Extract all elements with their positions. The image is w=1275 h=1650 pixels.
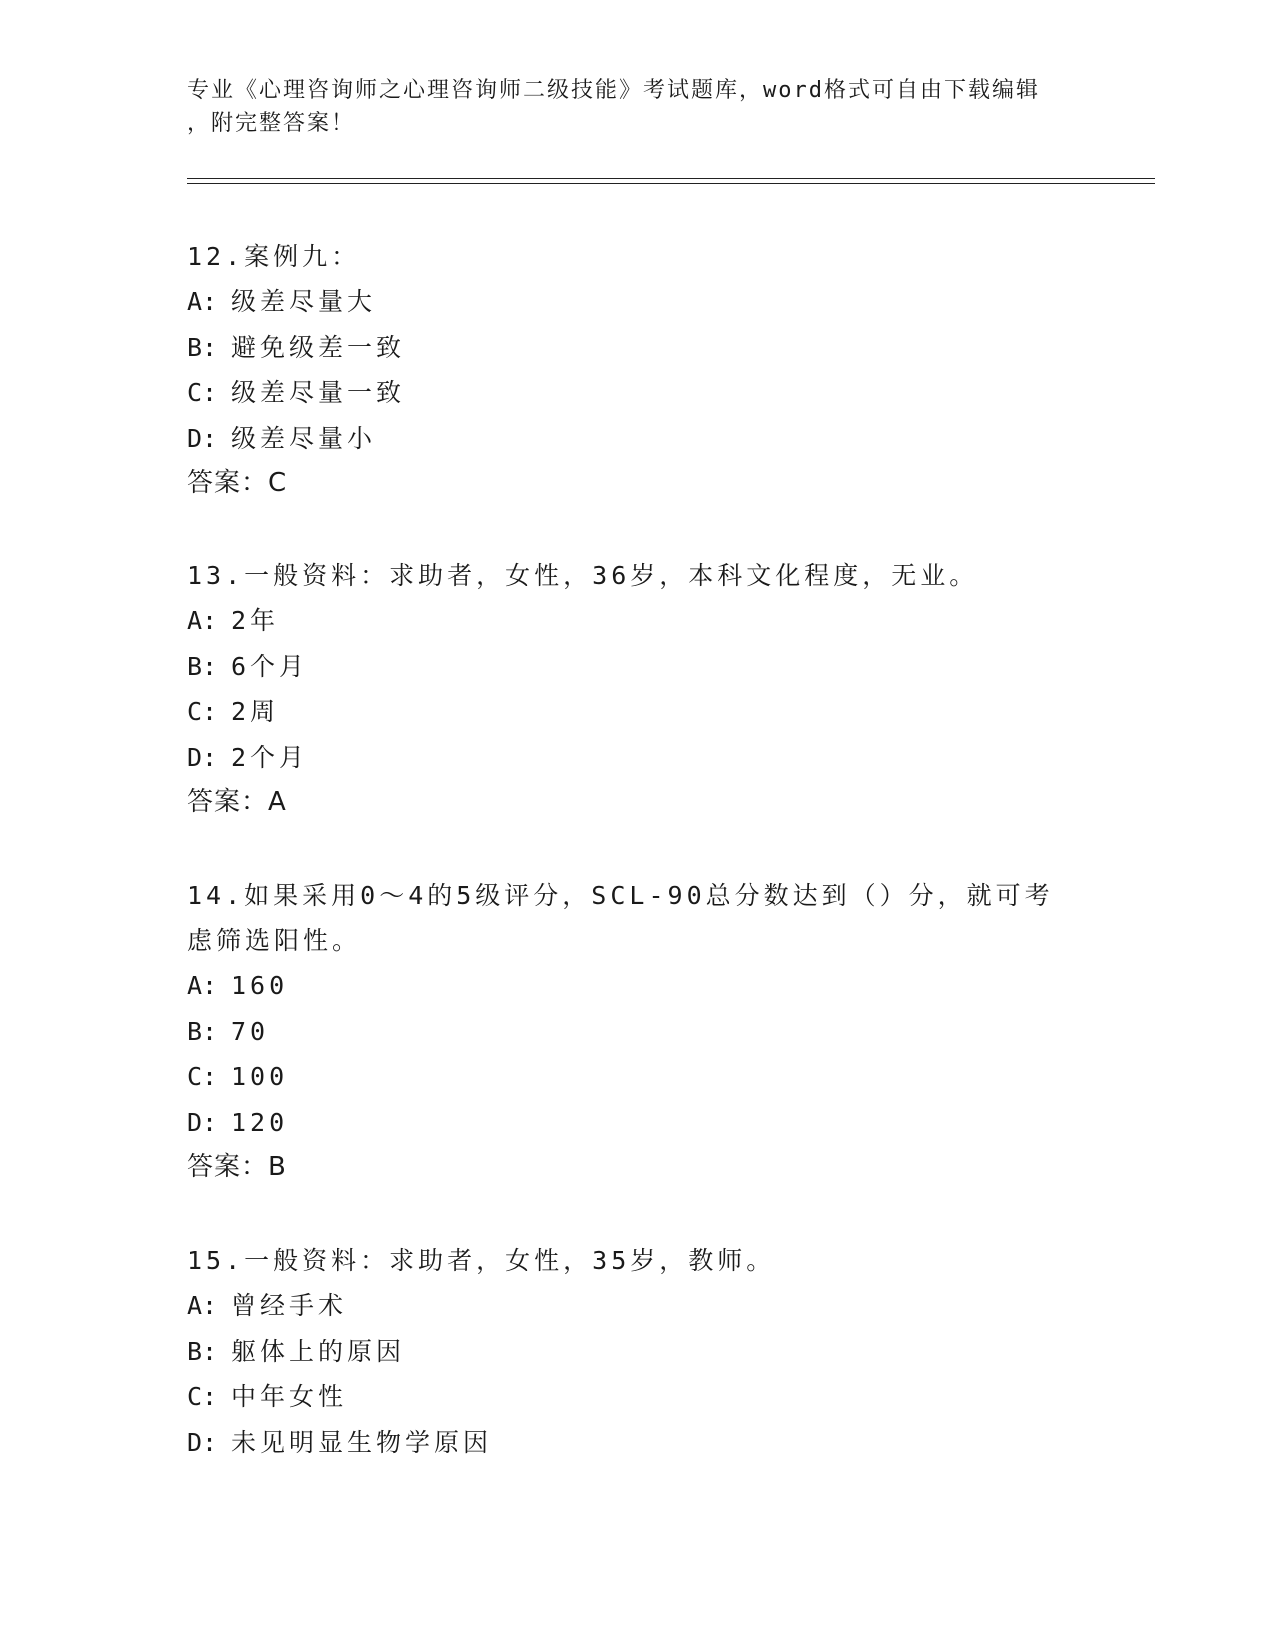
option-b [187,325,1087,371]
option-text: 2年 [231,606,280,635]
header-divider-bottom [187,183,1155,184]
question-13 [187,553,1087,825]
question-title: 14.如果采用0～4的5级评分，SCL-90总分数达到（）分，就可考虑筛选阳性。 [187,881,1054,955]
option-text: 级差尽量小 [231,423,377,453]
question-title: 15.一般资料：求助者，女性，35岁，教师。 [187,1246,776,1275]
document-header [187,74,1087,140]
option-letter: D: [187,423,218,453]
option-c [187,1374,1087,1420]
option-b [187,644,1087,690]
option-text: 躯体上的原因 [231,1336,406,1366]
option-letter: D: [187,1427,218,1457]
answer-line: 答案：B [187,1152,287,1182]
option-letter: C: [187,697,218,726]
question-title: 13.一般资料：求助者，女性，36岁，本科文化程度，无业。 [187,561,979,590]
option-text: 未见明显生物学原因 [231,1427,493,1457]
option-a [187,598,1087,644]
option-text: 曾经手术 [231,1291,348,1320]
option-a [187,963,1087,1009]
option-letter: B: [187,651,218,681]
option-d [187,416,1087,462]
option-letter: B: [187,332,218,362]
option-a [187,279,1087,325]
option-d [187,1100,1087,1146]
option-letter: B: [187,1336,218,1366]
option-text: 2周 [231,697,280,726]
option-text: 级差尽量大 [231,287,377,316]
option-b [187,1009,1087,1055]
option-text: 避免级差一致 [231,332,406,362]
header-line-1: 专业《心理咨询师之心理咨询师二级技能》考试题库，word格式可自由下载编辑 [187,78,1040,103]
option-letter: A: [187,971,218,1000]
question-title: 12.案例九： [187,242,361,271]
answer-line: 答案：C [187,468,288,498]
option-a [187,1283,1087,1329]
question-12 [187,234,1087,506]
option-text: 6个月 [231,651,309,681]
option-c [187,370,1087,416]
option-d [187,1420,1087,1466]
header-divider-top [187,178,1155,179]
option-letter: A: [187,606,218,635]
option-letter: A: [187,1291,218,1320]
option-letter: A: [187,287,218,316]
option-text: 160 [231,971,289,1000]
option-c [187,1054,1087,1100]
option-c [187,689,1087,735]
option-letter: C: [187,1062,218,1091]
option-text: 120 [231,1107,289,1137]
option-letter: C: [187,378,218,407]
question-15 [187,1238,1087,1465]
option-letter: D: [187,742,218,772]
option-text: 级差尽量一致 [231,378,406,407]
option-letter: D: [187,1107,218,1137]
option-text: 中年女性 [231,1382,348,1411]
option-text: 100 [231,1062,289,1091]
option-d [187,735,1087,781]
option-letter: B: [187,1016,218,1046]
header-line-2: ，附完整答案！ [187,111,356,136]
question-14 [187,873,1087,1190]
option-b [187,1329,1087,1375]
option-text: 70 [231,1016,270,1046]
option-letter: C: [187,1382,218,1411]
option-text: 2个月 [231,742,309,772]
answer-line: 答案：A [187,787,287,817]
